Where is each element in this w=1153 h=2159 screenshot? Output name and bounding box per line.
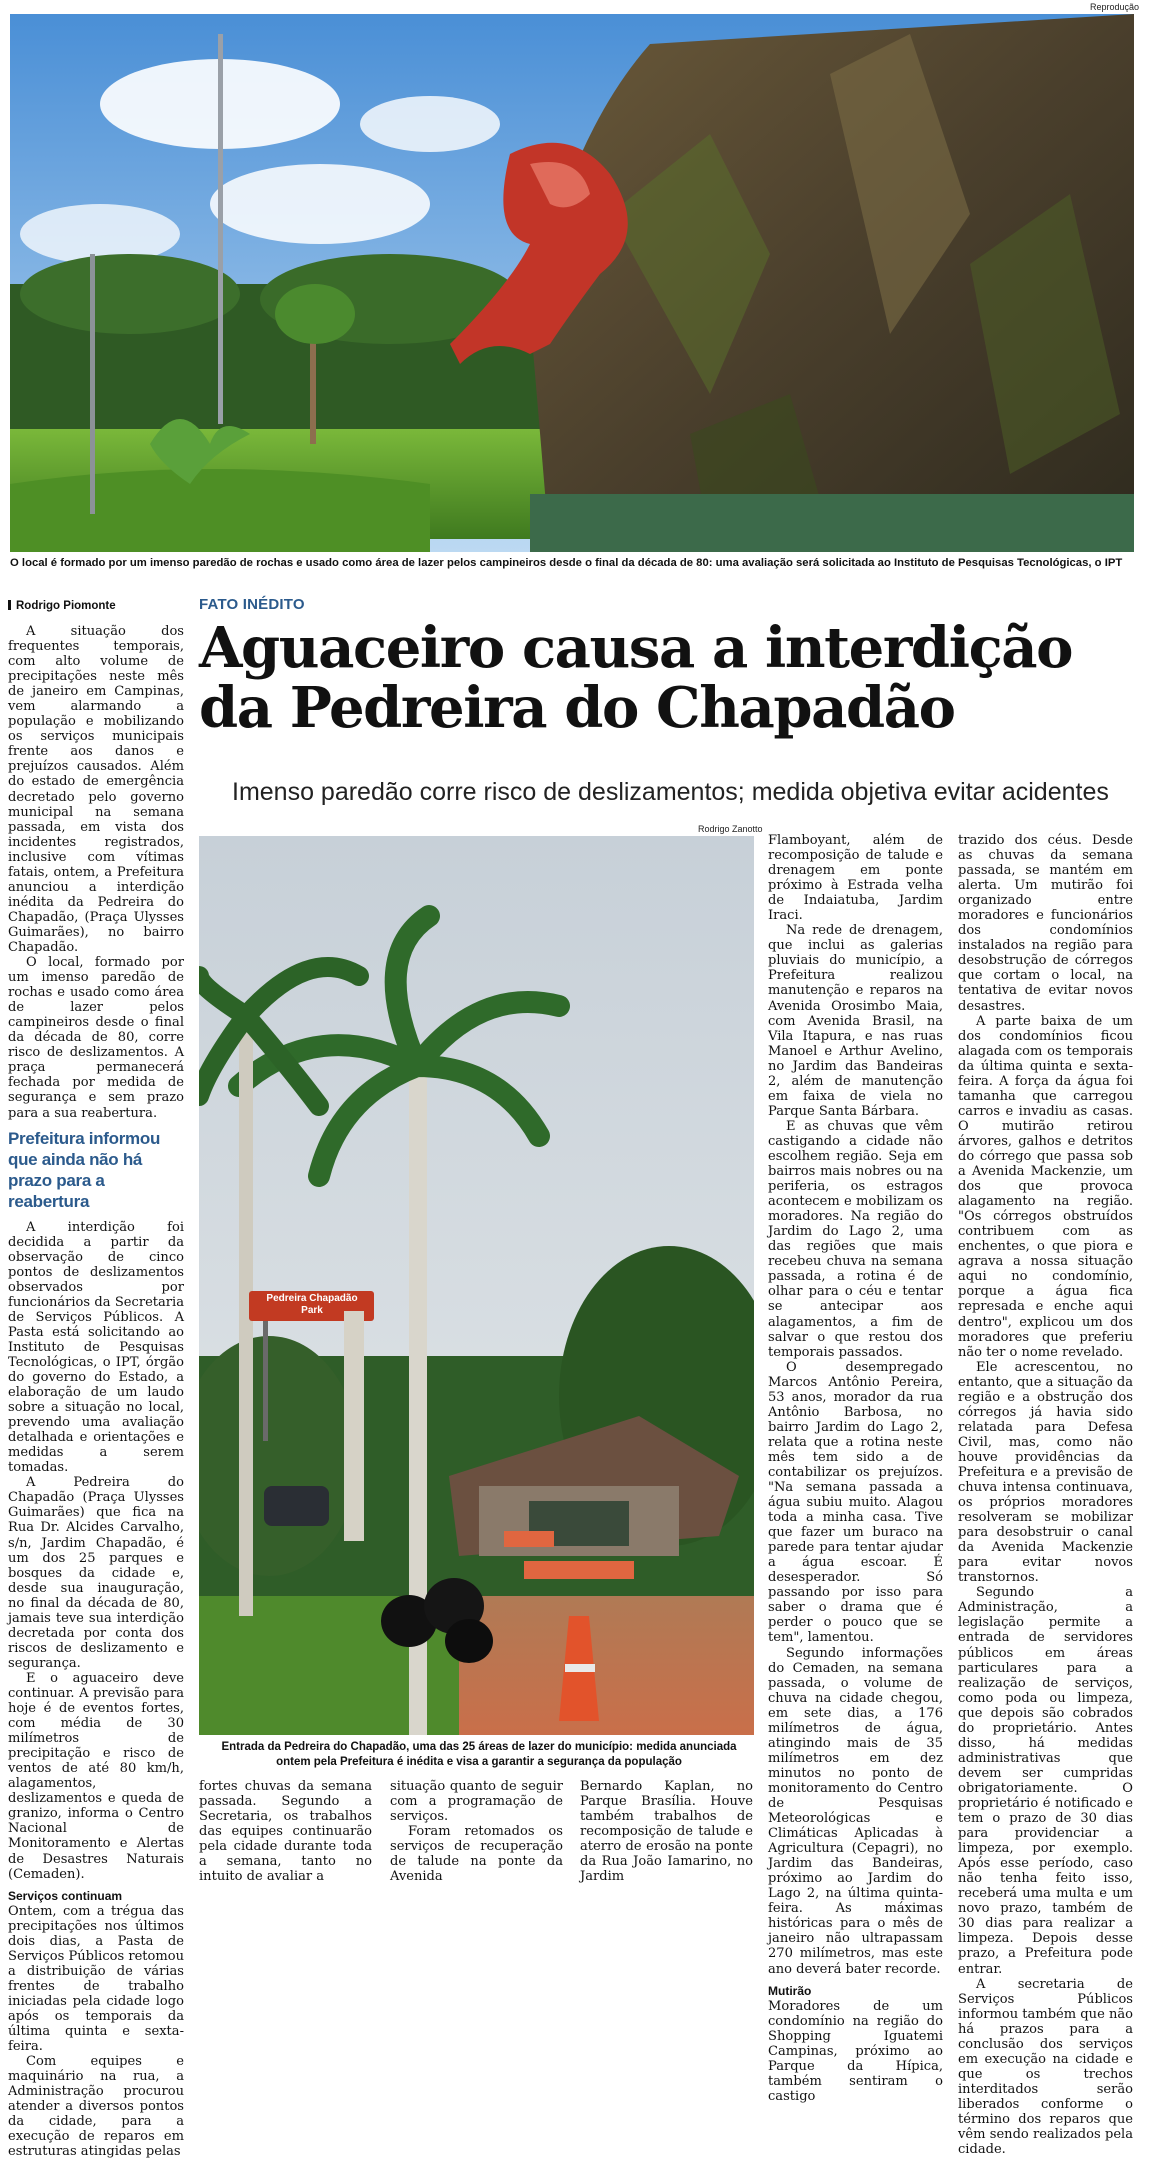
paragraph: Ele acrescentou, no entanto, que a situação da região e a obstrução dos córregos já havia sido relatada para Defesa Civil, mas, como não houve providências da Prefeitura e a previsão de chuva intensa continuava, os próprios moradores resolveram se mobilizar para desobstruir o canal da Avenida Mackenzie para evitar novos transtornos. bbox=[958, 1359, 1133, 1586]
paragraph: E o aguaceiro deve continuar. A previsão para hoje é de eventos fortes, com média de 30 milímetros de precipitação e risco de ventos de até 80 km/h, alagamentos, deslizamentos e queda de granizo, informa o Centro Nacional de Monitoramento e Alertas de Desastres Naturais (Cemaden). bbox=[8, 1670, 184, 1882]
paragraph: O desempregado Marcos Antônio Pereira, 53 anos, morador da rua Antônio Barbosa, no bairro Jardim do Lago 2, relata que a rotina neste mês tem sido a de contabilizar os prejuízos. "Na semana passada a água subiu muito. Alagou toda a minha casa. Tive que fazer um buraco na parede para tentar ajudar a água escoar. É desesperador. Só passando por isso para saber o drama que é perder o pouco que se tem", lamentou. bbox=[768, 1359, 943, 1646]
park-sign bbox=[251, 1293, 373, 1317]
park-sign-subtitle: Park bbox=[301, 1305, 323, 1316]
paragraph: Foram retomados os serviços de recuperação de talude na ponte da Avenida bbox=[390, 1824, 563, 1885]
paragraph: Ontem, com a trégua das precipitações nos últimos dois dias, a Pasta de Serviços Públicos retomou a distribuição de várias frentes de trabalho iniciadas pela cidade logo após os temporais da última quinta e sexta-feira. bbox=[8, 1903, 185, 2055]
paragraph: Na rede de drenagem, que inclui as galerias pluviais do município, a Prefeitura realizou manutenção e reparos na Avenida Orosimbo Maia, com Avenida Brasil, na Vila Itapura, e nas ruas Manoel e Arthur Avelino, no Jardim das Bandeiras 2, além de manutenção em faixa de viela no Parque Santa Bárbara. bbox=[768, 923, 943, 1119]
byline-author: Rodrigo Piomonte bbox=[16, 600, 116, 612]
subsection-heading: Mutirão bbox=[768, 1983, 812, 1998]
headline: Aguaceiro causa a interdição da Pedreira do Chapadão bbox=[199, 615, 1073, 741]
paragraph: O local, formado por um imenso paredão de rochas e usado como área de lazer pelos campineiros desde o final da década de 80, corre risco de deslizamentos. A praça permanecerá fechada por medida de segurança e sem prazo para a sua reabertura. bbox=[8, 955, 184, 1121]
photo-credit-top: Reprodução bbox=[1090, 2, 1140, 12]
byline bbox=[8, 600, 116, 612]
paragraph: A situação dos frequentes temporais, com alto volume de precipitações neste mês de janeiro em Campinas, vem alarmando a população e mobilizando os serviços municipais frente aos danos e prejuízos causados. Além do estado de emergência decretado pelo governo municipal na semana passada, em vista dos incidentes registrados, inclusive com vítimas fatais, ontem, a Prefeitura anunciou a interdição inédita da Pedreira do Chapadão, (Praça Ulysses Guimarães), no bairro Chapadão. bbox=[8, 624, 184, 955]
subsection-heading: Serviços continuam bbox=[8, 1888, 123, 1903]
paragraph: Segundo informações do Cemaden, na semana passada, o volume de chuva na cidade chegou, em sete dias, a 176 milímetros de água, atingindo mais de 35 milímetros em dez minutos no ponto de monitoramento do Centro de Pesquisas Meteorológicas e Climáticas Aplicadas à Agricultura (Cepagri), no Jardim das Bandeiras, próximo ao Jardim do Lago 2, na última quinta-feira. As máximas históricas para o mês de janeiro não ultrapassam 270 milímetros, mas este ano deverá bater recorde. bbox=[768, 1645, 943, 1977]
article-column-5 bbox=[958, 833, 1133, 2157]
kicker: FATO INÉDITO bbox=[199, 596, 305, 613]
park-entrance-photo bbox=[199, 836, 754, 1735]
paragraph: Flamboyant, além de recomposição de talude e drenagem em ponte próximo à Estrada velha de Indaiatuba, Jardim Iraci. bbox=[768, 833, 943, 924]
article-column-2-bottom bbox=[199, 1779, 372, 1884]
mid-photo-caption: Entrada da Pedreira do Chapadão, uma das 25 áreas de lazer do município: medida anunciada ontem pela Prefeitura é inédita e visa a garantir a segurança da população bbox=[221, 1741, 737, 1768]
paragraph: A secretaria de Serviços Públicos informou também que não há prazos para a conclusão dos serviços em execução na cidade e que os trechos interditados serão liberados conforme o término dos reparos que vêm sendo realizados pela cidade. bbox=[958, 1976, 1133, 2158]
subheadline: Imenso paredão corre risco de deslizamentos; medida objetiva evitar acidentes bbox=[232, 778, 1109, 806]
paragraph: Bernardo Kaplan, no Parque Brasília. Houve também trabalhos de recomposição de talude e aterro de erosão na ponte da Rua João Iamarino, no Jardim bbox=[580, 1779, 753, 1885]
paragraph: A parte baixa de um dos condomínios ficou alagada com os temporais da última quinta e sexta-feira. A força da água foi tamanha que carregou carros e invadiu as casas. O mutirão retirou árvores, galhos e detritos do córrego que passa sob a Avenida Mackenzie, um dos que provoca alagamento na região. "Os córregos obstruídos contribuem com as enchentes, o que piora e agrava a nossa situação aqui no condomínio, porque a água fica represada e enche aqui dentro", explicou um dos moradores que preferiu não ter o nome revelado. bbox=[958, 1013, 1133, 1360]
park-sign-name: Pedreira Chapadão bbox=[266, 1293, 358, 1304]
paragraph: E as chuvas que vêm castigando a cidade não escolhem região. Seja em bairros mais nobres ou na periferia, os estragos acontecem e mobilizam os moradores. Na região do Jardim do Lago 2, uma das regiões que mais recebeu chuva na semana passada, a rotina é de olhar para o céu e tentar se antecipar aos alagamentos, a fim de salvar o que restou dos temporais passados. bbox=[768, 1118, 943, 1360]
paragraph: A Pedreira do Chapadão (Praça Ulysses Guimarães) que fica na Rua Dr. Alcides Carvalho, s/n, Jardim Chapadão, é um dos 25 parques e bosques da cidade e, desde sua inauguração, no final da década de 80, jamais teve sua interdição decretada por conta dos riscos de deslizamento e segurança. bbox=[8, 1475, 184, 1671]
photo-credit-mid: Rodrigo Zanotto bbox=[698, 824, 763, 834]
article-column-4 bbox=[768, 833, 943, 2104]
article-column-4-bottom bbox=[580, 1779, 753, 1884]
article-column-3-bottom bbox=[390, 1779, 563, 1884]
byline-marker bbox=[8, 600, 11, 610]
article-column-1 bbox=[8, 624, 184, 2159]
paragraph: Moradores de um condomínio na região do Shopping Iguatemi Campinas, próximo ao Parque da Hípica, também sentiram o castigo bbox=[768, 1998, 943, 2104]
paragraph: fortes chuvas da semana passada. Segundo a Secretaria, os trabalhos das equipes continuarão pela cidade durante toda a semana, tanto no intuito de avaliar a bbox=[199, 1779, 372, 1885]
paragraph: Segundo a Administração, a legislação permite a entrada de servidores públicos em áreas particulares para a realização de serviços, como poda ou limpeza, que depois são cobrados do proprietário. Antes disso, há medidas administrativas que devem ser cumpridas obrigatoriamente. O proprietário é notificado e tem o prazo de 30 dias para providenciar a limpeza, por exemplo. Após esse período, caso não tenha feito isso, receberá uma multa e um novo prazo, também de 30 dias para realizar a limpeza. Depois desse prazo, a Prefeitura pode entrar. bbox=[958, 1585, 1133, 1977]
quarry-cliff-photo bbox=[10, 14, 1134, 552]
intertitle: Prefeitura informou que ainda não há prazo para a reabertura bbox=[8, 1128, 161, 1211]
paragraph: trazido dos céus. Desde as chuvas da semana passada, se mantém em alerta. Um mutirão foi organizado entre moradores e funcionários dos condomínios instalados na região para desobstrução de córregos que cortam o local, na tentativa de evitar novos desastres. bbox=[958, 833, 1133, 1014]
paragraph: situação quanto de seguir com a programação de serviços. bbox=[390, 1779, 563, 1825]
paragraph: A interdição foi decidida a partir da observação de cinco pontos de deslizamentos observados por funcionários da Secretaria de Serviços Públicos. A Pasta está solicitando ao Instituto de Pesquisas Tecnológicas, o IPT, órgão do governo do Estado, a elaboração de um laudo sobre a situação no local, prevendo uma avaliação detalhada e orientações e medidas a serem tomadas. bbox=[8, 1219, 184, 1476]
top-photo-caption: O local é formado por um imenso paredão de rochas e usado como área de lazer pelos campineiros desde o final da década de 80: uma avaliação será solicitada ao Instituto de Pesquisas Tecnológicas, o IPT bbox=[10, 557, 1123, 569]
paragraph: Com equipes e maquinário na rua, a Administração procurou atender a diversos pontos da cidade, para a execução de reparos em estruturas atingidas pelas bbox=[8, 2054, 184, 2159]
